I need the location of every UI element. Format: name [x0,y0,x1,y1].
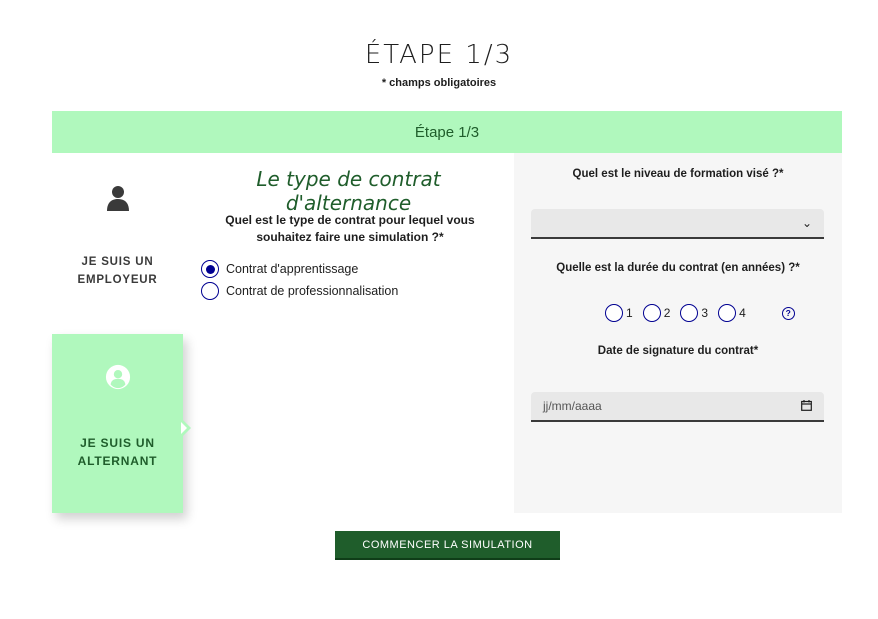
help-icon[interactable]: ? [782,307,795,320]
profile-card-employer[interactable] [52,153,183,334]
step-banner [52,111,842,153]
radio-professionnalisation[interactable] [201,282,398,300]
training-level-question: Quel est le niveau de formation visé ?* [572,168,784,180]
page-title: ÉTAPE 1/3 [364,40,514,70]
calendar-icon[interactable] [801,400,812,411]
profile-card-employer-label: JE SUIS UN EMPLOYEUR [77,256,158,286]
duration-label-4: 4 [739,306,746,320]
duration-radio-3[interactable] [680,304,698,322]
duration-option-1[interactable] [605,304,633,322]
required-fields-note: * champs obligatoires [381,77,497,89]
contract-details-panel [514,153,842,513]
contract-type-question: Quel est le type de contrat pour lequel vous souhaitez faire une simulation ?* [225,213,475,244]
profile-card-student-label: JE SUIS UN ALTERNANT [77,436,158,468]
training-level-select[interactable] [531,209,824,239]
contract-duration-options [605,304,795,322]
step-banner-label: Étape 1/3 [414,123,480,141]
duration-radio-2[interactable] [643,304,661,322]
section-title: Le type de contrat d'alternance [256,167,441,215]
duration-label-1: 1 [626,306,633,320]
signature-date-input[interactable] [531,392,824,422]
contract-duration-question: Quelle est la durée du contrat (en années) ?* [556,262,800,274]
start-simulation-button[interactable]: COMMENCER LA SIMULATION [335,531,560,560]
radio-apprentissage-circle[interactable] [201,260,219,278]
user-circle-icon [105,362,131,392]
radio-apprentissage[interactable] [201,260,358,278]
duration-label-3: 3 [701,306,709,320]
signature-date-question: Date de signature du contrat* [597,345,759,357]
duration-option-2[interactable] [643,304,671,322]
duration-radio-4[interactable] [718,304,736,322]
signature-date-placeholder: jj/mm/aaaa [543,399,602,413]
duration-option-3[interactable] [680,304,708,322]
duration-option-4[interactable] [718,304,746,322]
radio-professionnalisation-label: Contrat de professionnalisation [226,284,399,298]
radio-apprentissage-label: Contrat d'apprentissage [226,262,359,276]
selected-card-arrow-icon [183,420,191,436]
duration-radio-1[interactable] [605,304,623,322]
chevron-down-icon: ⌄ [801,216,812,230]
radio-professionnalisation-circle[interactable] [201,282,219,300]
radio-selected-dot [206,265,215,274]
duration-label-2: 2 [663,306,671,320]
user-icon [105,183,131,213]
profile-card-student[interactable] [52,334,183,513]
